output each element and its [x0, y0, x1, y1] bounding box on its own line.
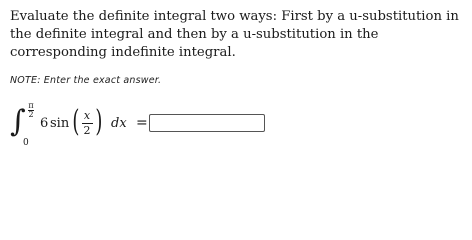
differential: dx — [111, 116, 127, 131]
coefficient: 6 — [40, 116, 49, 131]
note-text: NOTE: Enter the exact answer. — [10, 75, 162, 86]
upper-limit-numerator: π — [28, 101, 34, 110]
question-text: Evaluate the definite integral two ways: First by a u-substitution in the definite integral and then by a u-substitution in the corresponding indefinite integral. — [10, 9, 459, 60]
argument-fraction — [81, 110, 93, 137]
equals-sign: = — [136, 115, 148, 131]
left-parenthesis: ( — [72, 104, 80, 139]
integral-expression — [10, 101, 310, 150]
upper-limit-denominator: 2 — [28, 110, 34, 119]
integral-sign: ∫ — [10, 104, 26, 139]
right-parenthesis: ) — [95, 104, 103, 139]
argument-numerator: x — [83, 109, 91, 122]
lower-limit: 0 — [23, 138, 29, 148]
answer-input[interactable] — [149, 114, 265, 132]
upper-limit — [27, 102, 35, 119]
function-name: sin — [50, 116, 70, 131]
argument-denominator: 2 — [83, 124, 91, 137]
